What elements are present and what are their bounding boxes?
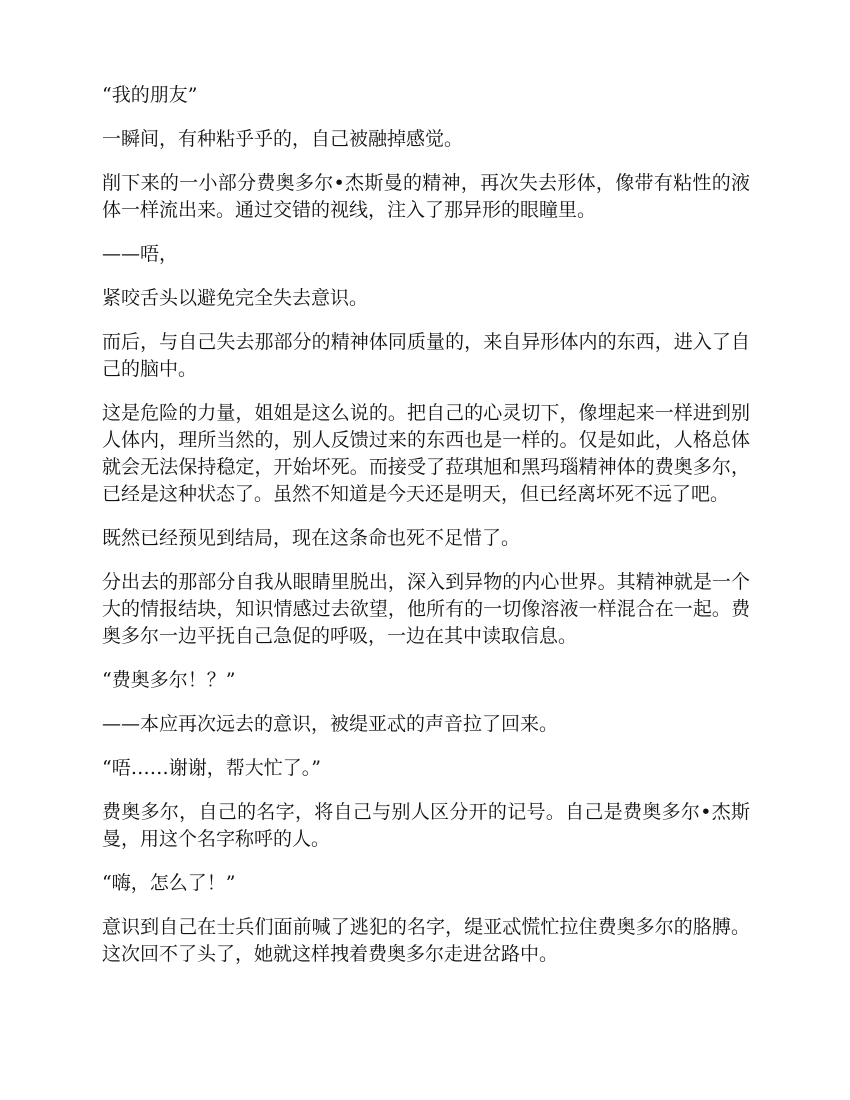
paragraph: ——本应再次远去的意识，被缇亚忒的声音拉了回来。 bbox=[102, 713, 559, 735]
document-page bbox=[102, 82, 750, 985]
paragraph: 费奥多尔，自己的名字，将自己与别人区分开的记号。自己是费奥多尔•杰斯曼，用这个名字称呼的人。 bbox=[102, 801, 750, 850]
paragraph: 这是危险的力量，姐姐是这么说的。把自己的心灵切下，像埋起来一样进到别人体内，理所当然的，别人反馈过来的东西也是一样的。仅是如此，人格总体就会无法保持稳定，开始坏死。而接受了菈琪旭和黑玛瑙精神体的费奥多尔，已经是这种状态了。虽然不知道是今天还是明天，但已经离坏死不远了吧。 bbox=[102, 402, 750, 505]
paragraph: “嗨，怎么了！” bbox=[102, 872, 236, 894]
paragraph: 一瞬间，有种粘乎乎的，自己被融掉感觉。 bbox=[102, 128, 464, 150]
paragraph: 削下来的一小部分费奥多尔•杰斯曼的精神，再次失去形体，像带有粘性的液体一样流出来。通过交错的视线，注入了那异形的眼瞳里。 bbox=[102, 172, 750, 221]
paragraph: ——唔， bbox=[102, 243, 179, 265]
paragraph: 分出去的那部分自我从眼睛里脱出，深入到异物的内心世界。其精神就是一个大的情报结块，知识情感过去欲望，他所有的一切像溶液一样混合在一起。费奥多尔一边平抚自己急促的呼吸，一边在其中读取信息。 bbox=[102, 571, 750, 647]
paragraph: 既然已经预见到结局，现在这条命也死不足惜了。 bbox=[102, 527, 521, 549]
paragraph: “唔……谢谢，帮大忙了。” bbox=[102, 757, 321, 779]
paragraph: 而后，与自己失去那部分的精神体同质量的，来自异形体内的东西，进入了自己的脑中。 bbox=[102, 331, 750, 380]
paragraph: 意识到自己在士兵们面前喊了逃犯的名字，缇亚忒慌忙拉住费奥多尔的胳膊。这次回不了头了，她就这样拽着费奥多尔走进岔路中。 bbox=[102, 916, 750, 965]
paragraph: “费奥多尔！？” bbox=[102, 669, 236, 691]
paragraph: “我的朋友” bbox=[102, 84, 198, 106]
paragraph: 紧咬舌头以避免完全失去意识。 bbox=[102, 287, 369, 309]
